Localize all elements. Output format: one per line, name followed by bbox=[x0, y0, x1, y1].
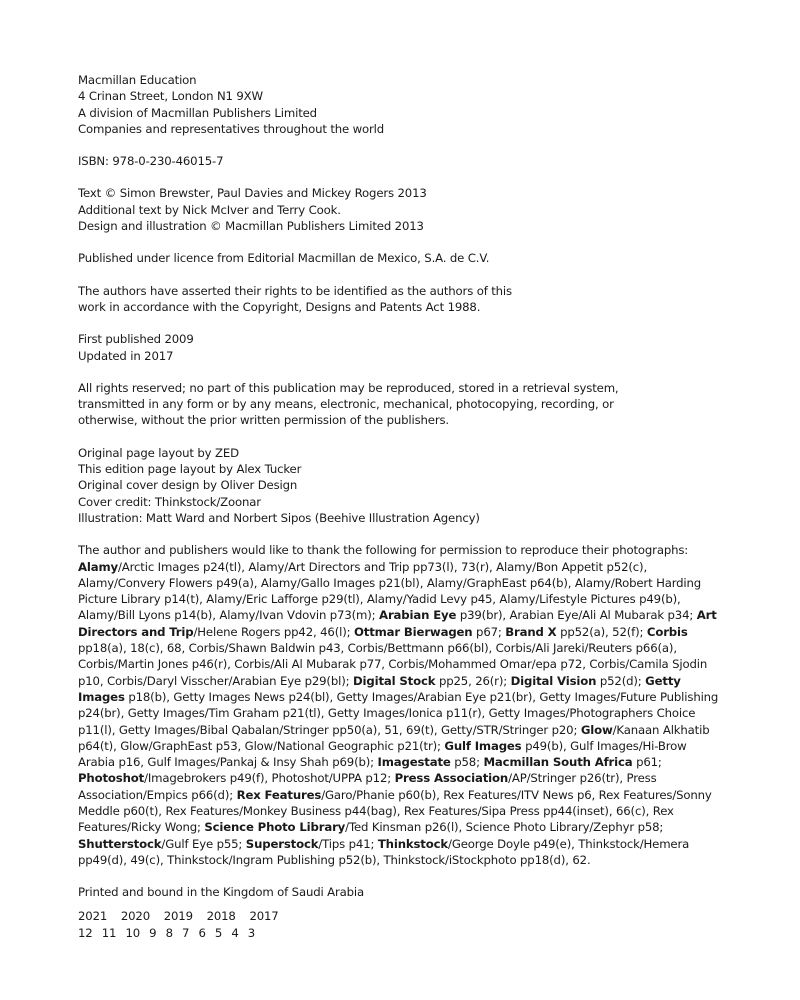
rights-assertion-line: The authors have asserted their rights to be identified as the authors of this bbox=[78, 283, 512, 298]
agency-name: Thinkstock bbox=[377, 836, 449, 851]
credits-block bbox=[78, 445, 720, 526]
isbn: ISBN: 978-0-230-46015-7 bbox=[78, 154, 224, 169]
agency-credits: /AP/Stringer p26(tr), Press Association/Empics p66(d); bbox=[78, 771, 657, 802]
print-number: 9 bbox=[149, 925, 157, 940]
credit-line: Cover credit: Thinkstock/Zoonar bbox=[78, 494, 261, 509]
print-number: 4 bbox=[231, 925, 239, 940]
agency-name: Ottmar Bierwagen bbox=[353, 624, 473, 639]
agency-name: Photoshot bbox=[78, 771, 145, 786]
agency-credits: p52(d); bbox=[596, 673, 646, 688]
rights-assertion-block bbox=[78, 283, 720, 316]
publication-history-block bbox=[78, 331, 720, 364]
agency-credits: /Gulf Eye p55; bbox=[161, 836, 246, 851]
agency-name: Superstock bbox=[245, 836, 319, 851]
print-number: 2017 bbox=[249, 909, 279, 924]
agency-credits: p49(b), Gulf Images/Hi-Brow Arabia p16, Gulf Images/Pankaj & Insy Shah p69(b); bbox=[78, 738, 687, 770]
agency-name: Alamy bbox=[78, 559, 118, 574]
print-number: 2020 bbox=[120, 909, 151, 924]
agency-name: Science Photo Library bbox=[204, 820, 346, 835]
publisher-address: 4 Crinan Street, London N1 9XW bbox=[78, 89, 263, 104]
print-number: 11 bbox=[101, 925, 117, 940]
credit-line: Original page layout by ZED bbox=[78, 445, 239, 460]
print-number: 8 bbox=[165, 925, 173, 940]
agency-credits: p67; bbox=[472, 624, 506, 639]
agency-name: Brand X bbox=[505, 624, 557, 639]
acknowledgements-body bbox=[78, 560, 718, 867]
agency-credits: /George Doyle p49(e), Thinkstock/Hemera pp49(d), 49(c), Thinkstock/Ingram Publishing p52(b), Thinkstock/iStockphoto pp18(d), 62. bbox=[78, 836, 690, 867]
agency-name: Digital Stock bbox=[352, 673, 436, 688]
licence: Published under licence from Editorial Macmillan de Mexico, S.A. de C.V. bbox=[78, 251, 490, 266]
agency-credits: p58; bbox=[450, 755, 484, 770]
print-number: 6 bbox=[198, 925, 206, 940]
isbn-block bbox=[78, 153, 720, 169]
publisher-reach: Companies and representatives throughout the world bbox=[78, 121, 385, 136]
agency-credits: p18(b), Getty Images News p24(bl), Getty Images/Arabian Eye p21(br), Getty Images/Future Publishing p24(br), Getty Images/Tim Graham p21(tl), Getty Images/Ionica p11(r), Getty Images/Photographers Choice p11(l), Getty Images/Bibal Qabalan/Stringer pp50(a), 51, 69(t), Getty/STR/Stringer p20; bbox=[78, 689, 719, 737]
agency-credits: pp18(a), 18(c), 68, Corbis/Shawn Baldwin p43, Corbis/Bettmann p66(bl), Corbis/Ali Jareki/Reuters p66(a), Corbis/Martin Jones p46(r), Corbis/Ali Al Mubarak p77, Corbis/Mohammed Omar/epa p72, Corbis/Camila Sjodin p10, Corbis/Daryl Visscher/Arabian Eye p29(bl); bbox=[78, 641, 708, 688]
updated: Updated in 2017 bbox=[78, 348, 174, 363]
agency-name: Macmillan South Africa bbox=[483, 755, 633, 770]
all-rights-line: transmitted in any form or by any means, electronic, mechanical, photocopying, recording, or bbox=[78, 397, 614, 412]
print-years bbox=[78, 908, 720, 924]
print-number: 5 bbox=[214, 925, 223, 940]
agency-name: Digital Vision bbox=[510, 673, 597, 688]
agency-credits: /Imagebrokers p49(f), Photoshot/UPPA p12; bbox=[144, 771, 395, 786]
print-impressions bbox=[78, 925, 720, 941]
agency-name: Gulf Images bbox=[444, 738, 522, 753]
agency-name: Rex Features bbox=[236, 787, 322, 802]
agency-name: Press Association bbox=[394, 771, 509, 786]
all-rights-line: otherwise, without the prior written permission of the publishers. bbox=[78, 413, 449, 428]
agency-name: Getty Images bbox=[78, 673, 681, 704]
print-number: 2018 bbox=[206, 909, 236, 924]
agency-credits: /Ted Kinsman p26(l), Science Photo Library/Zephyr p58; bbox=[345, 820, 664, 835]
printing-block bbox=[78, 884, 720, 900]
agency-credits: /Arctic Images p24(tl), Alamy/Art Directors and Trip pp73(l), 73(r), Alamy/Bon Appetit p52(c), Alamy/Convery Flowers p49(a), Alamy/Gallo Images p21(bl), Alamy/GraphEast p64(b), Alamy/Robert Harding Picture Library p14(t), Alamy/Eric Lafforge p29(tl), Alamy/Yadid Levy p45, Alamy/Lifestyle Pictures p49(b), Alamy/Bill Lyons p14(b), Alamy/Ivan Vdovin p73(m); bbox=[78, 559, 702, 623]
agency-credits: /Tips p41; bbox=[318, 836, 378, 851]
print-lines bbox=[78, 908, 720, 941]
publisher-block bbox=[78, 72, 720, 137]
all-rights-block bbox=[78, 380, 720, 429]
copyright-page bbox=[78, 72, 720, 941]
publisher-name: Macmillan Education bbox=[78, 73, 197, 87]
printed-location: Printed and bound in the Kingdom of Saudi Arabia bbox=[78, 885, 365, 900]
agency-credits: p39(br), Arabian Eye/Ali Al Mubarak p34; bbox=[456, 608, 697, 623]
first-published: First published 2009 bbox=[78, 332, 194, 347]
agency-name: Imagestate bbox=[377, 755, 451, 770]
print-number: 3 bbox=[247, 925, 256, 940]
agency-name: Shutterstock bbox=[78, 836, 162, 851]
agency-credits: pp25, 26(r); bbox=[435, 673, 511, 688]
credit-line: Illustration: Matt Ward and Norbert Sipos (Beehive Illustration Agency) bbox=[78, 510, 480, 525]
agency-name: Glow bbox=[580, 722, 613, 737]
agency-credits: /Kanaan Alkhatib p64(t), Glow/GraphEast p53, Glow/National Geographic p21(tr); bbox=[78, 722, 710, 753]
agency-credits: /Helene Rogers pp42, 46(l); bbox=[193, 624, 354, 639]
agency-credits: /Garo/Phanie p60(b), Rex Features/ITV News p6, Rex Features/Sonny Meddle p60(t), Rex Features/Monkey Business p44(bag), Rex Features/Sipa Press pp44(inset), 66(c), Rex Features/Ricky Wong; bbox=[78, 787, 712, 835]
print-number: 10 bbox=[125, 925, 141, 940]
agency-credits: pp52(a), 52(f); bbox=[556, 624, 647, 639]
agency-credits: p61; bbox=[632, 755, 662, 770]
text-copyright: Text © Simon Brewster, Paul Davies and Mickey Rogers 2013 bbox=[78, 186, 427, 201]
print-number: 7 bbox=[182, 925, 190, 940]
credit-line: This edition page layout by Alex Tucker bbox=[78, 462, 302, 477]
print-number: 2021 bbox=[78, 909, 108, 924]
credit-line: Original cover design by Oliver Design bbox=[78, 478, 298, 493]
copyright-block bbox=[78, 185, 720, 234]
agency-name: Arabian Eye bbox=[379, 608, 457, 623]
all-rights-line: All rights reserved; no part of this publication may be reproduced, stored in a retrieval system, bbox=[78, 380, 619, 395]
print-number: 2019 bbox=[163, 909, 193, 924]
print-number: 12 bbox=[78, 925, 93, 940]
agency-name: Art Directors and Trip bbox=[78, 608, 717, 639]
acknowledgements-intro: The author and publishers would like to thank the following for permission to reproduce their photographs: bbox=[78, 543, 689, 558]
agency-name: Corbis bbox=[646, 624, 688, 639]
publisher-division: A division of Macmillan Publishers Limited bbox=[78, 105, 317, 120]
licence-block bbox=[78, 250, 720, 266]
photo-acknowledgements bbox=[78, 542, 720, 868]
rights-assertion-line: work in accordance with the Copyright, Designs and Patents Act 1988. bbox=[78, 299, 481, 314]
additional-text: Additional text by Nick McIver and Terry Cook. bbox=[78, 202, 341, 217]
design-copyright: Design and illustration © Macmillan Publishers Limited 2013 bbox=[78, 219, 424, 234]
